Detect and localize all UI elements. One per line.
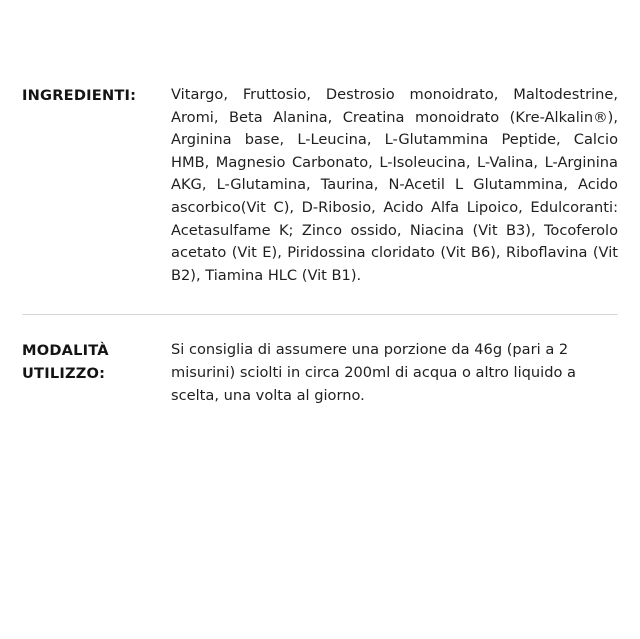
- usage-label-line-1: MODALITÀ: [22, 342, 109, 360]
- usage-label: [22, 339, 171, 385]
- usage-body: Si consiglia di assumere una porzione da 46g (pari a 2 misurini) sciolti in circa 200ml di acqua o altro liquido a scelta, una volta al giorno.: [171, 341, 576, 404]
- ingredients-label-line-1: INGREDIENTI:: [22, 87, 137, 104]
- usage-text: [171, 339, 618, 407]
- ingredients-label: [22, 84, 171, 108]
- ingredients-text: [171, 84, 618, 287]
- usage-section: [22, 339, 618, 407]
- ingredients-body: Vitargo, Fruttosio, Destrosio monoidrato, Maltodestrine, Aromi, Beta Alanina, Creatina monoidrato (Kre-Alkalin®), Arginina base, L-Leucina, L-Glutammina Peptide, Calcio HMB, Magnesio Carbonato, L-Isoleucina, L-Valina, L-Arginina AKG, L-Glutamina, Taurina, N-Acetil L Glutammina, Acido ascorbico(Vit C), D-Ribosio, Acido Alfa Lipoico, Edulcoranti: Acetasulfame K; Zinco ossido, Niacina (Vit B3), Tocoferolo acetato (Vit E), Piridossina cloridato (Vit B6), Riboflavina (Vit B2), Tiamina HLC (Vit B1).: [171, 86, 618, 284]
- bottom-spacer: [22, 407, 618, 447]
- usage-label-line-2: UTILIZZO:: [22, 364, 106, 382]
- ingredients-section: [22, 84, 618, 287]
- section-divider: [22, 314, 618, 315]
